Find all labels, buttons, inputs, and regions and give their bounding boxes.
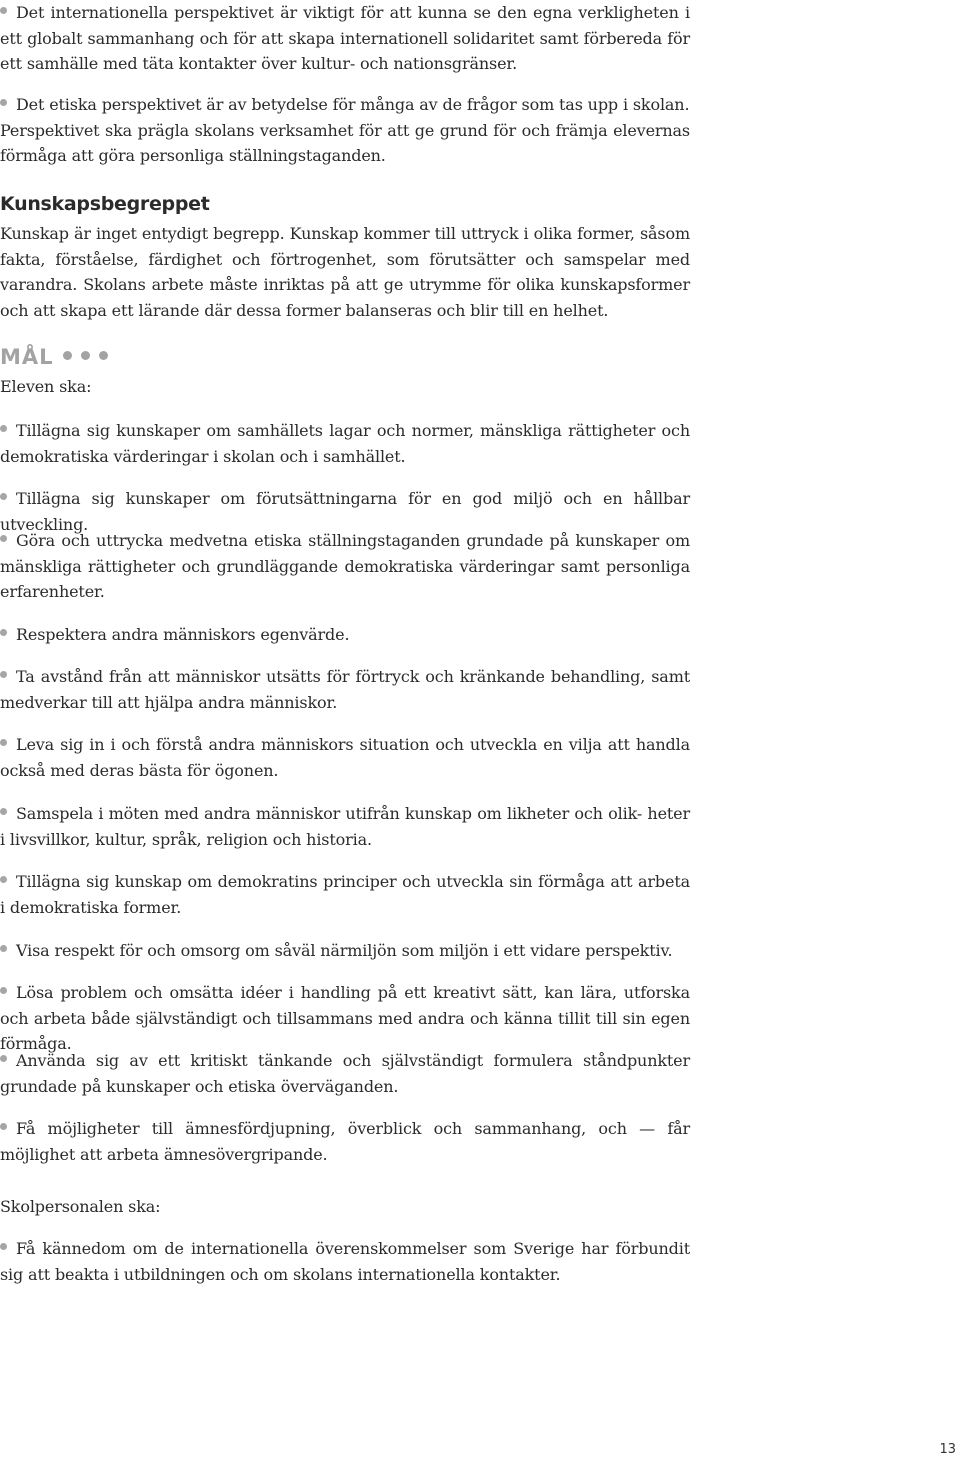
bullet-icon xyxy=(0,629,7,636)
bullet-icon xyxy=(0,493,7,500)
student-goal-text: Tillägna sig kunskaper om förutsättningarna för en god miljö och en hållbar utveckling. xyxy=(0,489,690,534)
decorative-dot-icon xyxy=(63,351,72,360)
bullet-icon xyxy=(0,99,7,106)
student-goal-text: Respektera andra människors egenvärde. xyxy=(16,625,350,644)
goals-heading xyxy=(0,345,108,369)
bullet-icon xyxy=(0,876,7,883)
decorative-dot-icon xyxy=(81,351,90,360)
student-goal-text: Göra och uttrycka medvetna etiska ställningstaganden grundade på kunskaper om mänskliga rättigheter och grundläggande demokratiska värderingar samt personliga erfarenheter. xyxy=(0,531,690,601)
page-number: 13 xyxy=(939,1442,956,1457)
student-goal xyxy=(0,869,690,920)
bullet-icon xyxy=(0,1123,7,1130)
intro-bullet xyxy=(0,0,690,77)
student-goal xyxy=(0,801,690,852)
student-goal xyxy=(0,980,690,1057)
knowledge-body: Kunskap är inget entydigt begrepp. Kunskap kommer till uttryck i olika former, såsom fakta, förståelse, färdighet och förtrogenhet, som förutsätter och samspelar med varandra. Skolans arbete måste inriktas på att ge utrymme för olika kunskapsformer och att skapa ett lärande där dessa former balanseras och blir till en helhet. xyxy=(0,224,690,320)
bullet-icon xyxy=(0,425,7,432)
intro-bullet-text: Det internationella perspektivet är viktigt för att kunna se den egna verkligheten i ett globalt sammanhang och för att skapa internationell solidaritet samt förbereda för ett samhälle med täta kontakter över kultur- och nationsgränser. xyxy=(0,3,690,73)
student-goal xyxy=(0,664,690,715)
student-goal-text: Leva sig in i och förstå andra människors situation och utveckla en vilja att handla också med deras bästa för ögonen. xyxy=(0,735,690,780)
bullet-icon xyxy=(0,945,7,952)
bullet-icon xyxy=(0,535,7,542)
student-goal xyxy=(0,622,690,648)
intro-continuation: Perspektivet ska prägla skolans verksamhet för att ge grund för och främja elevernas förmåga att göra personliga ställningstaganden. xyxy=(0,120,690,165)
student-goal xyxy=(0,1048,690,1099)
student-goal-text: Tillägna sig kunskap om demokratins principer och utveckla sin förmåga att arbeta i demokratiska former. xyxy=(0,872,690,917)
decorative-dot-icon xyxy=(99,351,108,360)
bullet-icon xyxy=(0,7,7,14)
student-goal-text: Tillägna sig kunskaper om samhällets lagar och normer, mänskliga rättigheter och demokratiska värderingar i skolan och i samhället. xyxy=(0,421,690,466)
student-goal xyxy=(0,528,690,605)
bullet-icon xyxy=(0,1055,7,1062)
student-goal xyxy=(0,938,690,964)
bullet-icon xyxy=(0,671,7,678)
intro-bullet xyxy=(0,92,690,169)
student-goal-text: Visa respekt för och omsorg om såväl närmiljön som miljön i ett vidare perspektiv. xyxy=(16,941,673,960)
staff-intro: Skolpersonalen ska: xyxy=(0,1197,161,1216)
section-heading-knowledge: Kunskapsbegreppet xyxy=(0,193,210,215)
goals-heading-text: MÅL xyxy=(0,345,54,369)
student-goal xyxy=(0,1116,690,1167)
student-goal-text: Lösa problem och omsätta idéer i handling på ett kreativt sätt, kan lära, utforska och arbeta både självständigt och tillsammans med andra och känna tillit till sin egen förmåga. xyxy=(0,983,690,1053)
bullet-icon xyxy=(0,987,7,994)
student-goal xyxy=(0,732,690,783)
student-goal xyxy=(0,418,690,469)
student-goal-text: Använda sig av ett kritiskt tänkande och självständigt formulera ståndpunkter grundade på kunskaper och etiska överväganden. xyxy=(0,1051,690,1096)
bullet-icon xyxy=(0,808,7,815)
students-intro: Eleven ska: xyxy=(0,377,92,396)
student-goal-text: Samspela i möten med andra människor utifrån kunskap om likheter och olik- heter i livsvillkor, kultur, språk, religion och historia. xyxy=(0,804,690,849)
intro-bullet-text: Det etiska perspektivet är av betydelse för många av de frågor som tas upp i skolan. xyxy=(16,95,690,114)
staff-goal-text: Få kännedom om de internationella överenskommelser som Sverige har förbundit sig att beakta i utbildningen och om skolans internationella kontakter. xyxy=(0,1239,690,1284)
student-goal-text: Få möjligheter till ämnesfördjupning, överblick och sammanhang, och — får möjlighet att arbeta ämnesövergripande. xyxy=(0,1119,690,1164)
bullet-icon xyxy=(0,1243,7,1250)
student-goal-text: Ta avstånd från att människor utsätts för förtryck och kränkande behandling, samt medverkar till att hjälpa andra människor. xyxy=(0,667,690,712)
bullet-icon xyxy=(0,739,7,746)
staff-goal xyxy=(0,1236,690,1287)
